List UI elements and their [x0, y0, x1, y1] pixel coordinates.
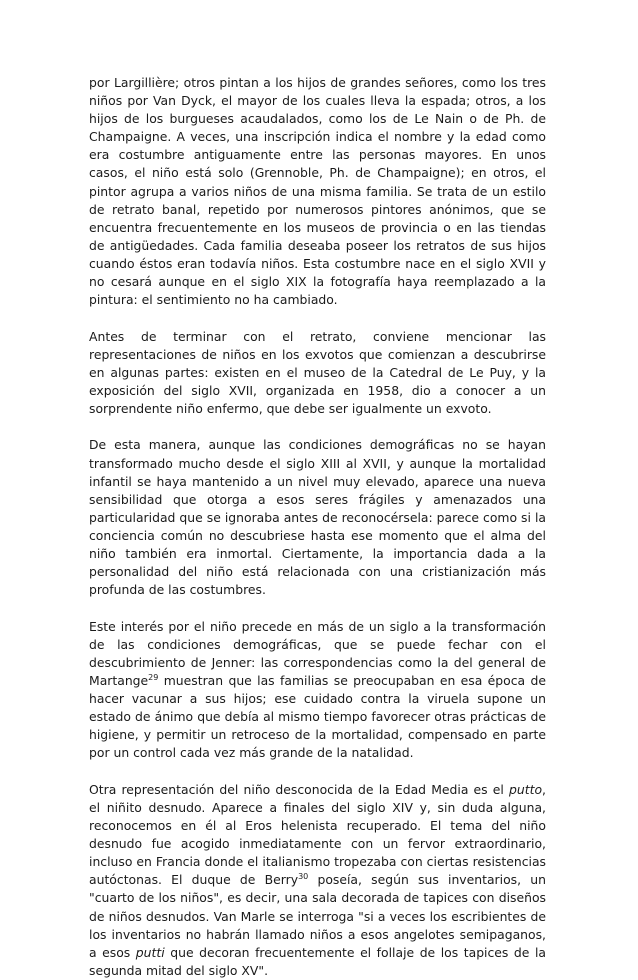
paragraph-putto [89, 781, 546, 980]
paragraph-text: De esta manera, aunque las condiciones demográficas no se hayan transformado mucho desde el siglo XIII al XVII, y aunque la mortalidad infantil se haya mantenido a un nivel muy elevado, aparece una nueva sensibilidad que otorga a esos seres frágiles y amenazados una particularidad que se ignoraba antes de reconocérsela: parece como si la conciencia común no descubriese hasta ese momento que el alma del niño también era inmortal. Ciertamente, la importancia dada a la personalidad del niño está relacionada con una cristianización más profunda de las costumbres. [89, 437, 546, 598]
paragraph-text: Otra representación del niño desconocida de la Edad Media es el [89, 781, 510, 797]
paragraph-demography [89, 618, 546, 763]
paragraph-new-sensibility [89, 436, 546, 599]
paragraph-portraits [89, 74, 546, 309]
paragraph-text: , el niñito desnudo. Aparece a finales del siglo XIV y, sin duda alguna, reconocemos en él al Eros helenista recuperado. El tema del niño desnudo fue acogido inmediatamente con un fervor extraordinario, incluso en Francia donde el italianismo tropezaba con ciertas resistencias autóctonas. El duque de Berry [89, 781, 546, 888]
italic-term-putti: putti [135, 944, 165, 960]
footnote-ref-29: 29 [148, 672, 159, 682]
paragraph-text: poseía, según sus inventarios, un "cuarto de los niños", es decir, una sala decorada de tapices con diseños de niños desnudos. Van Marle se interroga "si a veces los escribientes de los inventarios no habrán llamado niños a esos angelotes semipaganos, a esos [89, 872, 546, 960]
paragraph-text: Este interés por el niño precede en más de un siglo a la transformación de las condiciones demográficas, que se puede fechar con el descubrimiento de Jenner: las correspondencias como la del general de Martange [89, 618, 546, 688]
paragraph-text: que decoran frecuentemente el follaje de los tapices de la segunda mitad del siglo XV". [89, 944, 546, 978]
italic-term-putto: putto [509, 781, 543, 797]
paragraph-text: por Largillière; otros pintan a los hijos de grandes señores, como los tres niños por Van Dyck, el mayor de los cuales lleva la espada; otros, a los hijos de los burgueses acaudalados, como los de Le Nain o de Ph. de Champaigne. A veces, una inscripción indica el nombre y la edad como era costumbre antiguamente entre las personas mayores. En unos casos, el niño está solo (Grennoble, Ph. de Champaigne); en otros, el pintor agrupa a varios niños de una misma familia. Se trata de un estilo de retrato banal, repetido por numerosos pintores anónimos, que se encuentra frecuentemente en los museos de provincia o en las tiendas de antigüedades. Cada familia deseaba poseer los retratos de sus hijos cuando éstos eran todavía niños. Esta costumbre nace en el siglo XVII y no cesará aunque en el siglo XIX la fotografía haya reemplazado a la pintura: el sentimiento no ha cambiado. [89, 75, 546, 308]
paragraph-text: muestran que las familias se preocupaban en esa época de hacer vacunar a sus hijos; ese cuidado contra la viruela supone un estado de ánimo que debía al mismo tiempo favorecer otras prácticas de higiene, y permitir un retroceso de la mortalidad, compensado en parte por un control cada vez más grande de la natalidad. [89, 672, 546, 761]
footnote-ref-30: 30 [298, 872, 309, 882]
paragraph-text: Antes de terminar con el retrato, conviene mencionar las representaciones de niños en los exvotos que comienzan a descubrirse en algunas partes: existen en el museo de la Catedral de Le Puy, y la exposición del siglo XVII, organizada en 1958, dio a conocer a un sorprendente niño enfermo, que debe ser igualmente un exvoto. [89, 328, 546, 416]
document-page [89, 74, 546, 980]
paragraph-exvotos [89, 328, 546, 418]
